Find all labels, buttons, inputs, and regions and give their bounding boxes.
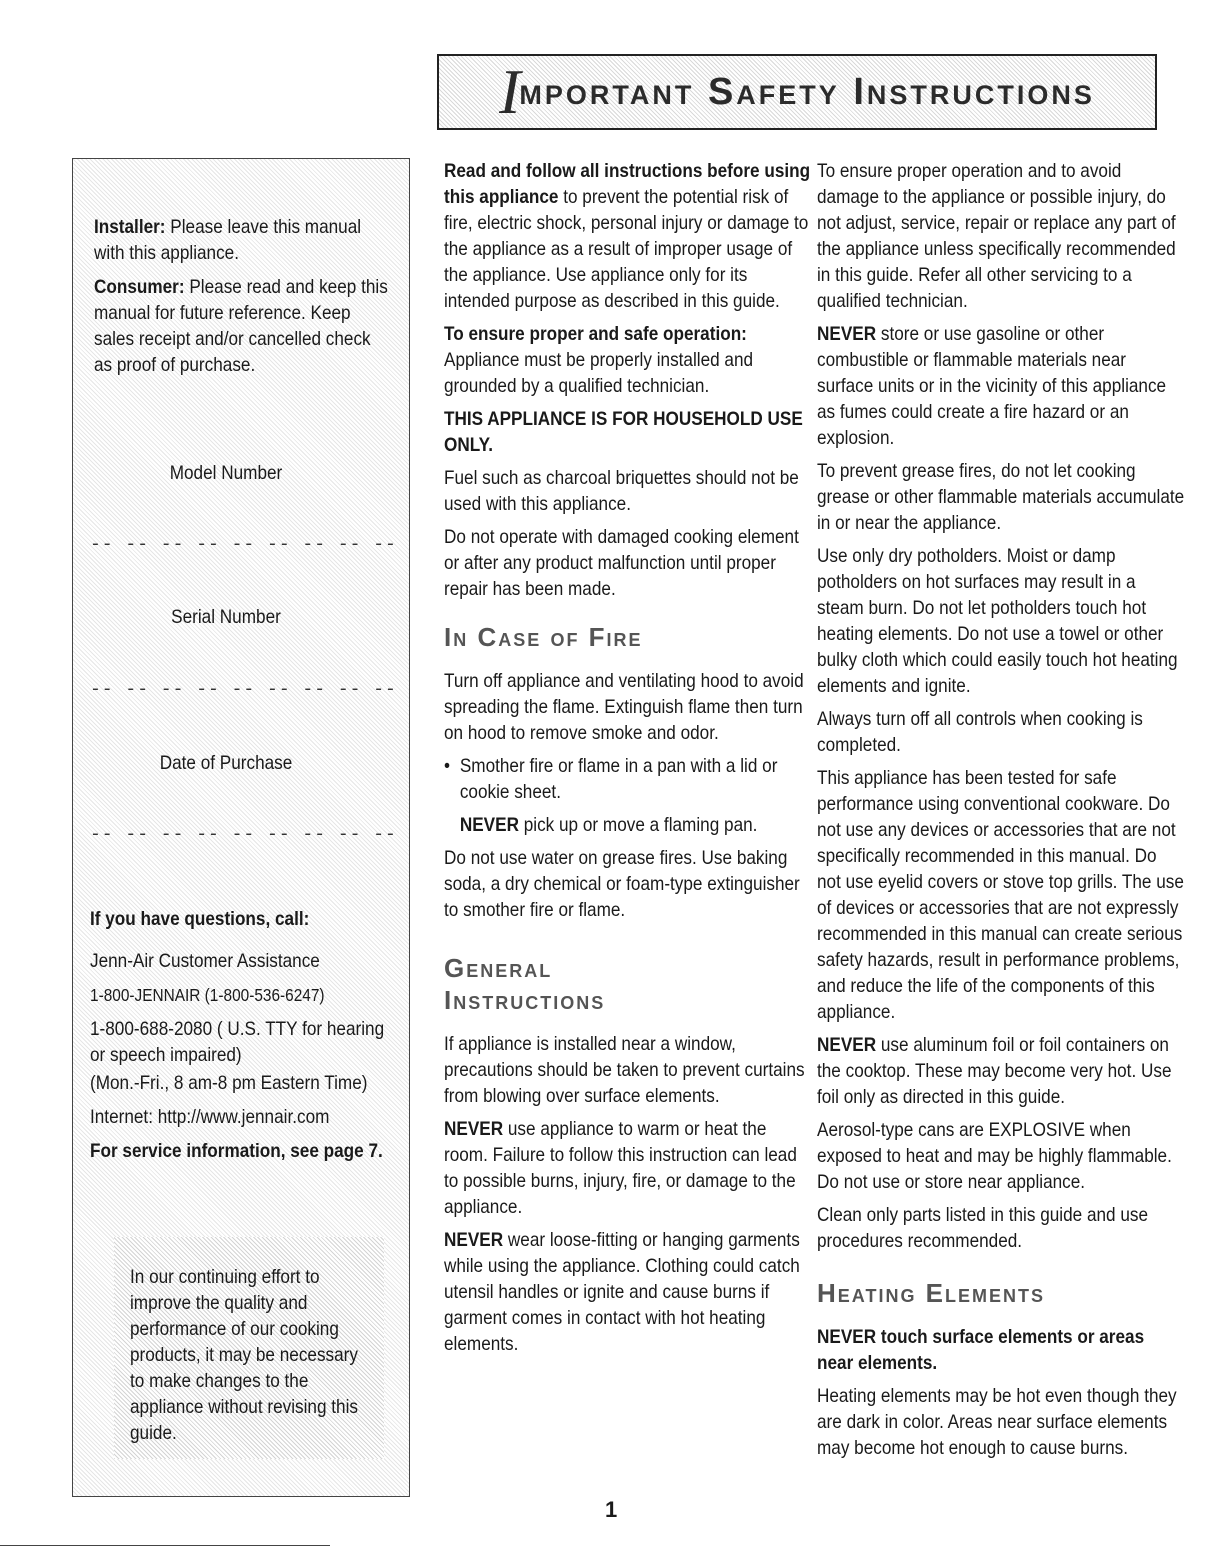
- never-flaming-pan: [444, 812, 828, 838]
- grease-fire-paragraph: Do not use water on grease fires. Use baking soda, a dry chemical or foam-type extinguisher to smother fire or flame.: [444, 847, 800, 921]
- never-text: use aluminum foil or foil containers on the cooktop. These may become very hot. Use foil only as directed in this guide.: [817, 1034, 1172, 1108]
- title-initial: I: [499, 56, 524, 127]
- consumer-text: Please read and keep this manual for future reference. Keep sales receipt and/or cancelled check as proof of purchase.: [94, 276, 388, 376]
- never-loose-garments: [444, 1227, 812, 1357]
- title-rest: mportant Safety Instructions: [519, 70, 1095, 113]
- never-touch-elements: NEVER touch surface elements or areas near elements.: [817, 1326, 1145, 1374]
- controls-paragraph: Always turn off all controls when cooking is completed.: [817, 708, 1143, 756]
- installer-label: Installer:: [94, 216, 166, 238]
- hot-elements-paragraph: Heating elements may be hot even though they are dark in color. Areas near surface elements may become hot enough to cause burns.: [817, 1385, 1177, 1459]
- damaged-element-paragraph: Do not operate with damaged cooking element or after any product malfunction until proper repair has been made.: [444, 526, 799, 600]
- never-text: store or use gasoline or other combustible or flammable materials near surface units or in the vicinity of this appliance as fumes could create a fire hazard or an explosion.: [817, 323, 1167, 449]
- notice-content: [130, 1264, 370, 1454]
- installer-text: Please leave this manual with this appliance.: [94, 216, 362, 264]
- household-warning: THIS APPLIANCE IS FOR HOUSEHOLD USE ONLY.: [444, 408, 803, 456]
- notice-text: In our continuing effort to improve the quality and performance of our cooking products, it may be necessary to make changes to the appliance without revising this guide.: [130, 1266, 358, 1444]
- column-right: [817, 158, 1187, 1468]
- questions-heading: If you have questions, call:: [90, 908, 310, 930]
- safe-operation-bold: To ensure proper and safe operation:: [444, 323, 747, 345]
- model-number-field: -- -- -- -- -- -- -- -- --: [90, 535, 397, 555]
- never-label: NEVER: [444, 1229, 504, 1251]
- intro-paragraph: [444, 158, 812, 314]
- never-label: NEVER: [444, 1118, 504, 1140]
- potholder-paragraph: Use only dry potholders. Moist or damp potholders on hot surfaces may result in a steam burn. Do not let potholders touch hot heating elements. Do not use a towel or other bulky cloth which could easily touch hot heating elements and ignite.: [817, 545, 1178, 697]
- never-text: wear loose-fitting or hanging garments while using the appliance. Clothing could catch utensil handles or ignite and cause burns if garment comes in contact with hot heating elements.: [444, 1229, 800, 1355]
- fire-paragraph: Turn off appliance and ventilating hood to avoid spreading the flame. Extinguish flame then turn on hood to remove smoke and odor.: [444, 670, 804, 744]
- smother-bullet: • Smother fire or flame in a pan with a lid or cookie sheet.: [444, 753, 828, 805]
- heating-elements-heading: Heating Elements: [817, 1278, 1046, 1308]
- installer-note: [94, 214, 392, 266]
- safe-operation-paragraph: [444, 321, 812, 399]
- aerosol-paragraph: Aerosol-type cans are EXPLOSIVE when exposed to heat and may be highly flammable. Do not use or store near appliance.: [817, 1119, 1172, 1193]
- purchase-date-field: -- -- -- -- -- -- -- -- --: [90, 825, 397, 845]
- grease-fire-prevention: To prevent grease fires, do not let cooking grease or other flammable materials accumulate in or near the appliance.: [817, 460, 1185, 534]
- bottom-rule: [0, 1545, 330, 1546]
- sidebar-content: [94, 214, 394, 386]
- never-text: use appliance to warm or heat the room. Failure to follow this instruction can lead to possible burns, injury, fire, or damage to the appliance.: [444, 1118, 797, 1218]
- model-number-label: Model Number: [169, 462, 283, 484]
- purchase-date-label: Date of Purchase: [159, 752, 293, 774]
- title-banner: [437, 54, 1157, 130]
- consumer-note: [94, 274, 392, 378]
- intro-text: to prevent the potential risk of fire, electric shock, personal injury or damage to the appliance as a result of improper usage of the appliance. Use appliance only for its intended purpose as described in this guide.: [444, 186, 809, 312]
- service-info: For service information, see page 7.: [90, 1140, 383, 1162]
- cookware-paragraph: This appliance has been tested for safe performance using conventional cookware. Do not use any devices or accessories that are not specifically recommended in this manual. Do not use eyelid covers or stove top grills. The use of devices or accessories that are not expressly recommended in this manual can create serious safety hazards, result in performance problems, and reduce the life of the components of this appliance.: [817, 767, 1184, 1023]
- hours: (Mon.-Fri., 8 am-8 pm Eastern Time): [90, 1072, 368, 1094]
- never-label: NEVER: [459, 814, 519, 836]
- instructions-heading: Instructions: [444, 985, 606, 1015]
- never-gasoline: [817, 321, 1185, 451]
- serial-number-label: Serial Number: [171, 606, 281, 628]
- fuel-paragraph: Fuel such as charcoal briquettes should not be used with this appliance.: [444, 467, 799, 515]
- general-heading: General: [444, 953, 553, 983]
- window-paragraph: If appliance is installed near a window, precautions should be taken to prevent curtains from blowing over surface elements.: [444, 1033, 805, 1107]
- contact-section: [90, 906, 390, 1172]
- column-middle: [444, 158, 814, 1364]
- never-text: pick up or move a flaming pan.: [518, 814, 758, 836]
- proper-operation-paragraph: To ensure proper operation and to avoid damage to the appliance or possible injury, do not adjust, service, repair or replace any part of the appliance unless specifically recommended in this guide. Refer all other servicing to a qualified technician.: [817, 160, 1176, 312]
- never-aluminum-foil: [817, 1032, 1185, 1110]
- consumer-label: Consumer:: [94, 276, 185, 298]
- never-heat-room: [444, 1116, 812, 1220]
- phone-primary: 1-800-JENNAIR (1-800-536-6247): [90, 985, 325, 1005]
- serial-number-field: -- -- -- -- -- -- -- -- --: [90, 680, 397, 700]
- internet-link[interactable]: Internet: http://www.jennair.com: [90, 1106, 330, 1128]
- never-label: NEVER: [817, 323, 877, 345]
- page-number: 1: [605, 1497, 618, 1522]
- page-title: [439, 56, 1155, 128]
- fire-heading: In Case of Fire: [444, 622, 643, 652]
- never-label: NEVER: [817, 1034, 877, 1056]
- phone-tty: 1-800-688-2080 ( U.S. TTY for hearing or speech impaired): [90, 1018, 385, 1066]
- safe-operation-text: Appliance must be properly installed and grounded by a qualified technician.: [444, 349, 754, 397]
- intro-bold: Read and follow all instructions before using this appliance: [444, 160, 811, 208]
- clean-paragraph: Clean only parts listed in this guide and use procedures recommended.: [817, 1204, 1149, 1252]
- assist-name: Jenn-Air Customer Assistance: [90, 950, 320, 972]
